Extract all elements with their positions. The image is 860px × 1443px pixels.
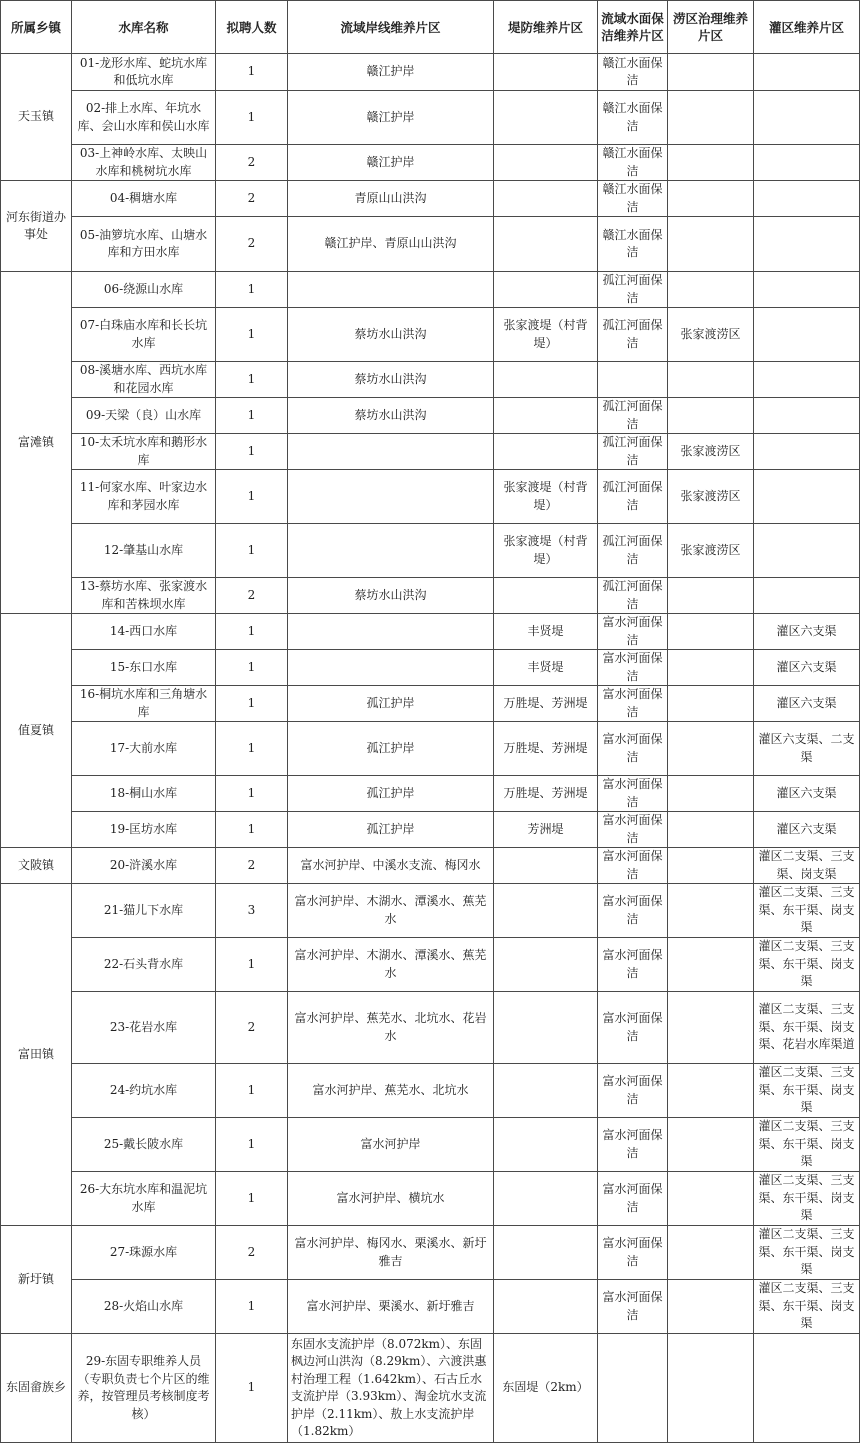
water-cleaning-area-cell: 富水河面保洁 — [598, 1064, 668, 1118]
embankment-area-cell — [494, 1118, 598, 1172]
embankment-area-cell: 万胜堤、芳洲堤 — [494, 722, 598, 776]
water-cleaning-area-cell: 孤江河面保洁 — [598, 308, 668, 362]
irrigation-area-cell: 灌区二支渠、三支渠、东干渠、岗支渠 — [754, 1280, 860, 1334]
staff-count-cell: 1 — [216, 1118, 288, 1172]
irrigation-area-cell — [754, 272, 860, 308]
reservoir-name-cell: 20-浒溪水库 — [72, 848, 216, 884]
embankment-area-cell — [494, 1226, 598, 1280]
table-row — [1, 1226, 860, 1280]
table-row — [1, 1334, 860, 1443]
shoreline-area-cell: 富水河护岸、蕉芜水、北坑水、花岩水 — [288, 992, 494, 1064]
embankment-area-cell — [494, 272, 598, 308]
waterlogging-area-cell — [668, 398, 754, 434]
irrigation-area-cell: 灌区六支渠 — [754, 686, 860, 722]
table-row — [1, 686, 860, 722]
header-shoreline-area: 流域岸线维养片区 — [288, 1, 494, 54]
table-row — [1, 1172, 860, 1226]
staff-count-cell: 1 — [216, 54, 288, 91]
shoreline-area-cell: 赣江护岸、青原山山洪沟 — [288, 217, 494, 272]
town-cell: 富田镇 — [1, 884, 72, 1226]
table-row — [1, 470, 860, 524]
water-cleaning-area-cell: 赣江水面保洁 — [598, 181, 668, 217]
water-cleaning-area-cell: 孤江河面保洁 — [598, 470, 668, 524]
shoreline-area-cell: 孤江护岸 — [288, 722, 494, 776]
reservoir-name-cell: 14-西口水库 — [72, 614, 216, 650]
water-cleaning-area-cell: 富水河面保洁 — [598, 884, 668, 938]
header-reservoir-name: 水库名称 — [72, 1, 216, 54]
reservoir-name-cell: 16-桐坑水库和三角塘水库 — [72, 686, 216, 722]
irrigation-area-cell: 灌区六支渠 — [754, 650, 860, 686]
table-row — [1, 1064, 860, 1118]
staff-count-cell: 2 — [216, 578, 288, 614]
header-row — [1, 1, 860, 54]
staff-count-cell: 1 — [216, 776, 288, 812]
water-cleaning-area-cell: 富水河面保洁 — [598, 650, 668, 686]
table-row — [1, 434, 860, 470]
staff-count-cell: 1 — [216, 470, 288, 524]
reservoir-name-cell: 04-稠塘水库 — [72, 181, 216, 217]
reservoir-name-cell: 09-天梁（良）山水库 — [72, 398, 216, 434]
waterlogging-area-cell — [668, 650, 754, 686]
irrigation-area-cell: 灌区二支渠、三支渠、东干渠、岗支渠 — [754, 1172, 860, 1226]
embankment-area-cell: 张家渡堤（村背堤） — [494, 308, 598, 362]
staff-count-cell: 2 — [216, 1226, 288, 1280]
shoreline-area-cell — [288, 524, 494, 578]
embankment-area-cell — [494, 1064, 598, 1118]
irrigation-area-cell — [754, 181, 860, 217]
reservoir-name-cell: 29-东固专职维养人员（专职负责七个片区的维养，按管理员考核制度考核） — [72, 1334, 216, 1443]
town-cell: 新圩镇 — [1, 1226, 72, 1334]
reservoir-name-cell: 27-珠源水库 — [72, 1226, 216, 1280]
water-cleaning-area-cell: 富水河面保洁 — [598, 776, 668, 812]
embankment-area-cell — [494, 145, 598, 181]
table-row — [1, 848, 860, 884]
waterlogging-area-cell — [668, 848, 754, 884]
reservoir-name-cell: 13-蔡坊水库、张家渡水库和苦株坝水库 — [72, 578, 216, 614]
water-cleaning-area-cell: 富水河面保洁 — [598, 1172, 668, 1226]
shoreline-area-cell: 赣江护岸 — [288, 54, 494, 91]
header-staff-count: 拟聘人数 — [216, 1, 288, 54]
irrigation-area-cell — [754, 524, 860, 578]
water-cleaning-area-cell: 富水河面保洁 — [598, 1118, 668, 1172]
reservoir-name-cell: 03-上神岭水库、太映山水库和桃树坑水库 — [72, 145, 216, 181]
reservoir-name-cell: 19-匡坊水库 — [72, 812, 216, 848]
embankment-area-cell: 丰贤堤 — [494, 650, 598, 686]
water-cleaning-area-cell: 富水河面保洁 — [598, 1226, 668, 1280]
waterlogging-area-cell — [668, 1334, 754, 1443]
waterlogging-area-cell — [668, 776, 754, 812]
shoreline-area-cell: 蔡坊水山洪沟 — [288, 362, 494, 398]
waterlogging-area-cell — [668, 1280, 754, 1334]
reservoir-name-cell: 02-排上水库、年坑水库、会山水库和侯山水库 — [72, 91, 216, 145]
staff-count-cell: 1 — [216, 686, 288, 722]
irrigation-area-cell — [754, 217, 860, 272]
waterlogging-area-cell: 张家渡涝区 — [668, 470, 754, 524]
shoreline-area-cell: 富水河护岸 — [288, 1118, 494, 1172]
table-row — [1, 722, 860, 776]
reservoir-name-cell: 05-油箩坑水库、山塘水库和方田水库 — [72, 217, 216, 272]
shoreline-area-cell: 富水河护岸、蕉芜水、北坑水 — [288, 1064, 494, 1118]
waterlogging-area-cell — [668, 578, 754, 614]
irrigation-area-cell: 灌区六支渠 — [754, 776, 860, 812]
embankment-area-cell — [494, 1172, 598, 1226]
staff-count-cell: 1 — [216, 272, 288, 308]
irrigation-area-cell: 灌区六支渠、二支渠 — [754, 722, 860, 776]
waterlogging-area-cell — [668, 1226, 754, 1280]
waterlogging-area-cell — [668, 884, 754, 938]
table-row — [1, 145, 860, 181]
shoreline-area-cell: 富水河护岸、木湖水、潭溪水、蕉芜水 — [288, 884, 494, 938]
town-cell: 值夏镇 — [1, 614, 72, 848]
irrigation-area-cell — [754, 1334, 860, 1443]
table-row — [1, 54, 860, 91]
water-cleaning-area-cell: 赣江水面保洁 — [598, 91, 668, 145]
shoreline-area-cell: 蔡坊水山洪沟 — [288, 578, 494, 614]
shoreline-area-cell — [288, 650, 494, 686]
staff-count-cell: 1 — [216, 91, 288, 145]
irrigation-area-cell: 灌区二支渠、三支渠、东干渠、岗支渠 — [754, 1226, 860, 1280]
table-row — [1, 812, 860, 848]
irrigation-area-cell: 灌区二支渠、三支渠、东干渠、岗支渠 — [754, 1118, 860, 1172]
table-row — [1, 272, 860, 308]
town-cell: 文陂镇 — [1, 848, 72, 884]
irrigation-area-cell: 灌区二支渠、三支渠、东干渠、岗支渠 — [754, 1064, 860, 1118]
header-water-cleaning-area: 流域水面保洁维养片区 — [598, 1, 668, 54]
irrigation-area-cell: 灌区六支渠 — [754, 614, 860, 650]
shoreline-area-cell: 东固水支流护岸（8.072km）、东固枫边河山洪沟（8.29km）、六渡洪惠村治理工程（1.642km）、石古丘水支流护岸（3.93km）、淘金坑水支流护岸（2.11km）、敖上水支流护岸（1.82km） — [288, 1334, 494, 1443]
reservoir-name-cell: 21-猫儿下水库 — [72, 884, 216, 938]
embankment-area-cell — [494, 884, 598, 938]
irrigation-area-cell: 灌区二支渠、三支渠、岗支渠 — [754, 848, 860, 884]
water-cleaning-area-cell: 富水河面保洁 — [598, 938, 668, 992]
staff-count-cell: 1 — [216, 434, 288, 470]
water-cleaning-area-cell: 赣江水面保洁 — [598, 217, 668, 272]
staff-count-cell: 2 — [216, 217, 288, 272]
water-cleaning-area-cell — [598, 362, 668, 398]
waterlogging-area-cell: 张家渡涝区 — [668, 434, 754, 470]
embankment-area-cell — [494, 54, 598, 91]
waterlogging-area-cell — [668, 614, 754, 650]
table-row — [1, 1118, 860, 1172]
irrigation-area-cell: 灌区二支渠、三支渠、东干渠、岗支渠、花岩水库渠道 — [754, 992, 860, 1064]
staff-count-cell: 1 — [216, 1334, 288, 1443]
staff-count-cell: 3 — [216, 884, 288, 938]
table-row — [1, 217, 860, 272]
reservoir-name-cell: 12-肇基山水库 — [72, 524, 216, 578]
waterlogging-area-cell — [668, 686, 754, 722]
water-cleaning-area-cell: 赣江水面保洁 — [598, 54, 668, 91]
waterlogging-area-cell — [668, 54, 754, 91]
table-row — [1, 398, 860, 434]
header-embankment-area: 堤防维养片区 — [494, 1, 598, 54]
embankment-area-cell: 万胜堤、芳洲堤 — [494, 776, 598, 812]
staff-count-cell: 1 — [216, 308, 288, 362]
reservoir-name-cell: 07-白珠庙水库和长长坑水库 — [72, 308, 216, 362]
shoreline-area-cell — [288, 434, 494, 470]
staff-count-cell: 1 — [216, 1172, 288, 1226]
header-waterlogging-area: 涝区治理维养片区 — [668, 1, 754, 54]
waterlogging-area-cell: 张家渡涝区 — [668, 308, 754, 362]
reservoir-name-cell: 01-龙形水库、蛇坑水库和低坑水库 — [72, 54, 216, 91]
water-cleaning-area-cell: 孤江河面保洁 — [598, 578, 668, 614]
waterlogging-area-cell — [668, 272, 754, 308]
shoreline-area-cell: 富水河护岸、栗溪水、新圩雅吉 — [288, 1280, 494, 1334]
embankment-area-cell — [494, 938, 598, 992]
water-cleaning-area-cell: 富水河面保洁 — [598, 686, 668, 722]
reservoir-name-cell: 15-东口水库 — [72, 650, 216, 686]
shoreline-area-cell: 孤江护岸 — [288, 776, 494, 812]
embankment-area-cell: 东固堤（2km） — [494, 1334, 598, 1443]
waterlogging-area-cell — [668, 1064, 754, 1118]
irrigation-area-cell: 灌区六支渠 — [754, 812, 860, 848]
table-row — [1, 1280, 860, 1334]
staff-count-cell: 2 — [216, 848, 288, 884]
embankment-area-cell — [494, 848, 598, 884]
waterlogging-area-cell — [668, 145, 754, 181]
water-cleaning-area-cell: 富水河面保洁 — [598, 812, 668, 848]
water-cleaning-area-cell — [598, 1334, 668, 1443]
reservoir-name-cell: 22-石头背水库 — [72, 938, 216, 992]
embankment-area-cell — [494, 434, 598, 470]
shoreline-area-cell: 蔡坊水山洪沟 — [288, 308, 494, 362]
waterlogging-area-cell — [668, 181, 754, 217]
shoreline-area-cell: 富水河护岸、横坑水 — [288, 1172, 494, 1226]
staff-count-cell: 1 — [216, 614, 288, 650]
waterlogging-area-cell — [668, 1118, 754, 1172]
reservoir-name-cell: 28-火焰山水库 — [72, 1280, 216, 1334]
shoreline-area-cell: 富水河护岸、中溪水支流、梅冈水 — [288, 848, 494, 884]
reservoir-name-cell: 18-桐山水库 — [72, 776, 216, 812]
reservoir-name-cell: 26-大东坑水库和温泥坑水库 — [72, 1172, 216, 1226]
water-cleaning-area-cell: 富水河面保洁 — [598, 1280, 668, 1334]
shoreline-area-cell: 青原山山洪沟 — [288, 181, 494, 217]
staff-count-cell: 1 — [216, 362, 288, 398]
table-row — [1, 938, 860, 992]
embankment-area-cell — [494, 362, 598, 398]
embankment-area-cell: 万胜堤、芳洲堤 — [494, 686, 598, 722]
shoreline-area-cell — [288, 614, 494, 650]
staff-count-cell: 2 — [216, 145, 288, 181]
irrigation-area-cell — [754, 362, 860, 398]
staff-count-cell: 1 — [216, 1064, 288, 1118]
irrigation-area-cell — [754, 470, 860, 524]
water-cleaning-area-cell: 孤江河面保洁 — [598, 524, 668, 578]
table-row — [1, 776, 860, 812]
waterlogging-area-cell — [668, 1172, 754, 1226]
table-row — [1, 181, 860, 217]
irrigation-area-cell — [754, 434, 860, 470]
staff-count-cell: 1 — [216, 1280, 288, 1334]
embankment-area-cell: 张家渡堤（村背堤） — [494, 470, 598, 524]
shoreline-area-cell: 孤江护岸 — [288, 686, 494, 722]
header-town: 所属乡镇 — [1, 1, 72, 54]
reservoir-name-cell: 23-花岩水库 — [72, 992, 216, 1064]
irrigation-area-cell — [754, 578, 860, 614]
waterlogging-area-cell: 张家渡涝区 — [668, 524, 754, 578]
shoreline-area-cell: 孤江护岸 — [288, 812, 494, 848]
table-row — [1, 308, 860, 362]
reservoir-name-cell: 24-约坑水库 — [72, 1064, 216, 1118]
town-cell: 河东街道办事处 — [1, 181, 72, 272]
town-cell: 天玉镇 — [1, 54, 72, 181]
town-cell: 东固畲族乡 — [1, 1334, 72, 1443]
table-row — [1, 884, 860, 938]
reservoir-name-cell: 06-绕源山水库 — [72, 272, 216, 308]
waterlogging-area-cell — [668, 938, 754, 992]
irrigation-area-cell — [754, 308, 860, 362]
irrigation-area-cell: 灌区二支渠、三支渠、东干渠、岗支渠 — [754, 884, 860, 938]
embankment-area-cell — [494, 91, 598, 145]
irrigation-area-cell — [754, 145, 860, 181]
waterlogging-area-cell — [668, 722, 754, 776]
shoreline-area-cell — [288, 272, 494, 308]
table-row — [1, 992, 860, 1064]
irrigation-area-cell: 灌区二支渠、三支渠、东干渠、岗支渠 — [754, 938, 860, 992]
embankment-area-cell — [494, 578, 598, 614]
water-cleaning-area-cell: 赣江水面保洁 — [598, 145, 668, 181]
waterlogging-area-cell — [668, 992, 754, 1064]
staff-count-cell: 1 — [216, 812, 288, 848]
table-row — [1, 650, 860, 686]
staff-count-cell: 2 — [216, 992, 288, 1064]
water-cleaning-area-cell: 富水河面保洁 — [598, 848, 668, 884]
shoreline-area-cell: 赣江护岸 — [288, 91, 494, 145]
reservoir-name-cell: 11-何家水库、叶家边水库和茅园水库 — [72, 470, 216, 524]
embankment-area-cell — [494, 181, 598, 217]
water-cleaning-area-cell: 富水河面保洁 — [598, 722, 668, 776]
shoreline-area-cell: 富水河护岸、梅冈水、栗溪水、新圩雅吉 — [288, 1226, 494, 1280]
waterlogging-area-cell — [668, 217, 754, 272]
header-irrigation-area: 灌区维养片区 — [754, 1, 860, 54]
staff-count-cell: 1 — [216, 524, 288, 578]
town-cell: 富滩镇 — [1, 272, 72, 614]
reservoir-name-cell: 10-太禾坑水库和鹅形水库 — [72, 434, 216, 470]
embankment-area-cell — [494, 992, 598, 1064]
embankment-area-cell: 丰贤堤 — [494, 614, 598, 650]
staff-count-cell: 1 — [216, 938, 288, 992]
waterlogging-area-cell — [668, 812, 754, 848]
shoreline-area-cell: 赣江护岸 — [288, 145, 494, 181]
staff-count-cell: 1 — [216, 650, 288, 686]
irrigation-area-cell — [754, 54, 860, 91]
table-row — [1, 362, 860, 398]
water-cleaning-area-cell: 富水河面保洁 — [598, 992, 668, 1064]
staff-count-cell: 1 — [216, 398, 288, 434]
irrigation-area-cell — [754, 398, 860, 434]
embankment-area-cell — [494, 217, 598, 272]
shoreline-area-cell — [288, 470, 494, 524]
reservoir-name-cell: 25-戴长陂水库 — [72, 1118, 216, 1172]
table-row — [1, 91, 860, 145]
water-cleaning-area-cell: 富水河面保洁 — [598, 614, 668, 650]
staff-count-cell: 2 — [216, 181, 288, 217]
embankment-area-cell: 芳洲堤 — [494, 812, 598, 848]
shoreline-area-cell: 富水河护岸、木湖水、潭溪水、蕉芜水 — [288, 938, 494, 992]
shoreline-area-cell: 蔡坊水山洪沟 — [288, 398, 494, 434]
irrigation-area-cell — [754, 91, 860, 145]
reservoir-name-cell: 08-溪塘水库、西坑水库和花园水库 — [72, 362, 216, 398]
table-row — [1, 524, 860, 578]
waterlogging-area-cell — [668, 362, 754, 398]
reservoir-name-cell: 17-大前水库 — [72, 722, 216, 776]
table-row — [1, 578, 860, 614]
embankment-area-cell — [494, 398, 598, 434]
embankment-area-cell — [494, 1280, 598, 1334]
table-row — [1, 614, 860, 650]
water-cleaning-area-cell: 孤江河面保洁 — [598, 272, 668, 308]
water-cleaning-area-cell: 孤江河面保洁 — [598, 434, 668, 470]
water-cleaning-area-cell: 孤江河面保洁 — [598, 398, 668, 434]
waterlogging-area-cell — [668, 91, 754, 145]
embankment-area-cell: 张家渡堤（村背堤） — [494, 524, 598, 578]
staff-count-cell: 1 — [216, 722, 288, 776]
